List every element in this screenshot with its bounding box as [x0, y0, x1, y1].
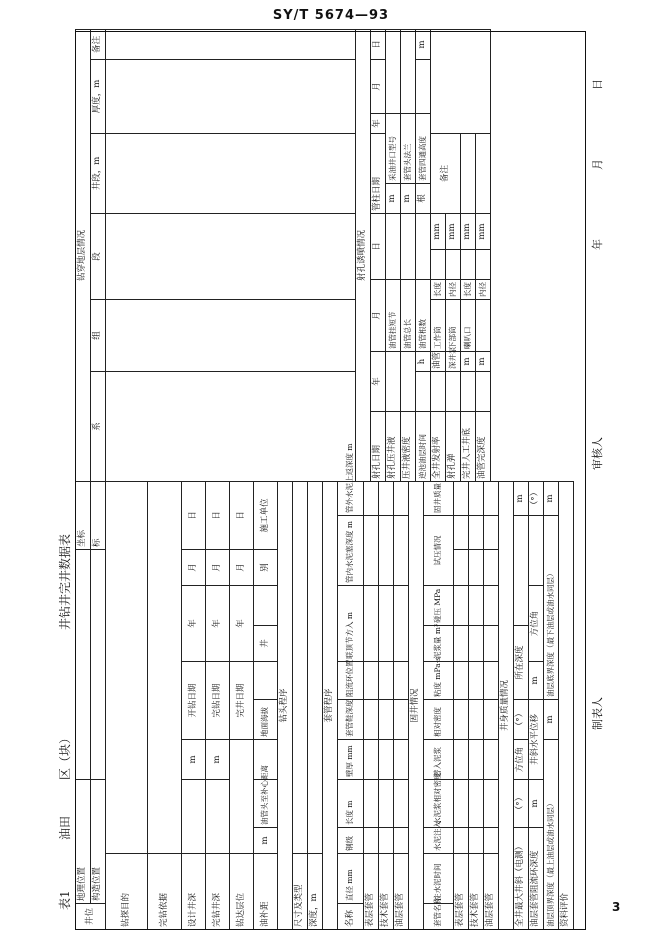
bit-size-label: 尺寸及类型 [293, 854, 308, 930]
page-number: 3 [612, 900, 621, 914]
casing-program-label: 套管程序 [323, 481, 338, 929]
title-block: 区（块） [58, 731, 72, 780]
cement-section-label: 固井情况 [409, 481, 424, 929]
surface-casing-row: 表层套管 [364, 854, 379, 930]
geo-position-label: 地理位置 [76, 779, 91, 903]
prod-casing-row: 油层套管 [394, 854, 409, 930]
purpose-label: 钻探目的 [106, 854, 148, 930]
casing-head-label: 油管头至补心距离 [254, 779, 278, 827]
completion-depth-label: 完钻井深 [206, 854, 230, 930]
reviewer-label: 审核人 [591, 437, 604, 470]
title-oilfield: 油田 [58, 815, 72, 840]
spud-date-label: 开钻日期 [182, 661, 206, 739]
title-name: 井钻井完井数据表 [58, 533, 72, 630]
well-basic-table: 井位 地理位置 坐标 构造位置 标 钻探目的 完钻依据 设计井深 m 开钻日期 年 月 日 完钻井深 m 完钻日期 年 月 日 钻达层位 完井日期 年 月 日 油补距 m 油管头至补心距离 地面海拔 井 别 施工单位 钻头程序 尺寸及类型 深度，m 套管程序 名称 直径 mm 钢级 长度 m 壁厚 mm 套管鞋深度 阻流环位置 联顶节方入 m 管内水泥塞深度 m 管外水泥上返深度 m 表层套管 技术套管 油层套管 固井情况 套管名称 注水泥时间 水泥注入 水泥浆相对密度 替入泥浆 相对密度 粘度 mPa·s 泥浆量 m³ 碰压 MPa 试压情况 固井质量 表层套管 技术套管 油层套管 井身质量情况 全井最大井斜（电测） （°） 方位角 （°） 所在深度 m 油层套管阻流环深度 m 井斜水平位移 m 方位角 （°） 油层顶界深度（最上油层或油水同层） m 油层底界深度（最下油层或油水同层） m 资料评价 [75, 481, 574, 930]
coordinate-label: 坐标 [76, 481, 91, 549]
formation-perforation-table: 钻穿地层情况 系 组 段 井段，m 厚度，m 备注 射孔诱喷情况 射孔日期 年 月 日 管柱日期 年 月 日 射孔压井液 油管挂短节 m 采油井口型号 压井液密度 油管总长 m 套管头法兰 逆池油层时间 h 油管根数 根 套管四通高度 m 全井发射率 油管 工作筒 长度 mm 备注 射孔弹 深井泵 下部筒 内径 mm 完井人工井底 m 喇叭口 长度 mm 油管完深度 m 内径 mm [75, 29, 491, 482]
rotated-table-page: 表1 油田 区（块） 井钻井完井数据表 井位 地理位置 坐标 构造位置 标 钻探目的 完钻依据 设计井深 m 开钻日期 年 月 日 完钻井深 m 完钻日期 年 月 日 钻达层位 完井日期 年 月 日 油补距 m 油管头至补心距离 地面海拔 井 别 施工单位 钻头程序 尺寸及类型 深度，m 套管程序 名称 直径 mm 钢级 长度 m 壁厚 mm 套管鞋深度 阻流环位置 联顶节方入 m 管内水泥塞深度 m 管外水泥上返深度 m 表层套管 技术套管 油层套管 固井情况 套管名称 注水泥时间 水泥注入 水泥浆相对密度 替入泥浆 相对密度 粘度 mPa·s 泥浆量 m³ 碰压 MPa 试压情况 固井质量 表层套管 技术套管 油层套管 井身质量情况 全井最大井斜（电测） （°） 方位角 （°） 所在深度 m 油层套管阻流环深度 m 井斜水平位移 m 方位角 （°） 油层顶界深度（最上油层或油水同层） m 油层底界深度（最下油层或油水同层） m 资料评价 钻穿地层情况 系 组 段 井段，m 厚度，m 备注 射孔诱喷情况 射孔日期 年 月 日 管柱日期 年 月 日 射孔压井液 油管挂短节 m 采油井口型号 压井液密度 油管总长 m 套管头法兰 逆池油层时间 h 油管根数 根 套管四通高度 m 全井发射率 油管 工作筒 长度 mm 备注 射孔弹 深井泵 下部筒 内径 mm 完井人工井底 m 喇叭口 长度 mm 油管完深度 m 内径 mm 制表人 审核人 年 月 日 [53, 30, 613, 930]
table-number: 表1 [58, 890, 72, 910]
completion-basis-label: 完钻依据 [148, 854, 182, 930]
drill-through-label: 钻穿地层情况 [76, 29, 91, 481]
ground-elev-label: 地面海拔 [254, 699, 278, 739]
table-title [53, 30, 75, 930]
complete-drill-date-label: 完钻日期 [206, 661, 230, 739]
target-layer-label: 钻达层位 [230, 854, 254, 930]
drill-program-label: 钻头程序 [278, 481, 293, 929]
depth-label: 深度，m [308, 854, 323, 930]
constr-unit-label: 施工单位 [254, 481, 278, 549]
well-quality-label: 井身质量情况 [499, 481, 514, 929]
marker-label: 标 [91, 481, 106, 549]
structure-position-label: 构造位置 [91, 779, 106, 903]
tech-casing-row: 技术套管 [379, 854, 394, 930]
oil-bushing-label: 油补距 [254, 854, 278, 930]
complete-well-date-label: 完井日期 [230, 661, 254, 739]
maker-label: 制表人 [591, 697, 604, 730]
material-label: 资料评价 [559, 481, 574, 929]
well-position-label: 井位 [76, 904, 106, 930]
standard-header: SY/T 5674—93 [272, 8, 390, 23]
design-depth-label: 设计井深 [182, 854, 206, 930]
perforation-label: 射孔诱喷情况 [356, 29, 371, 481]
